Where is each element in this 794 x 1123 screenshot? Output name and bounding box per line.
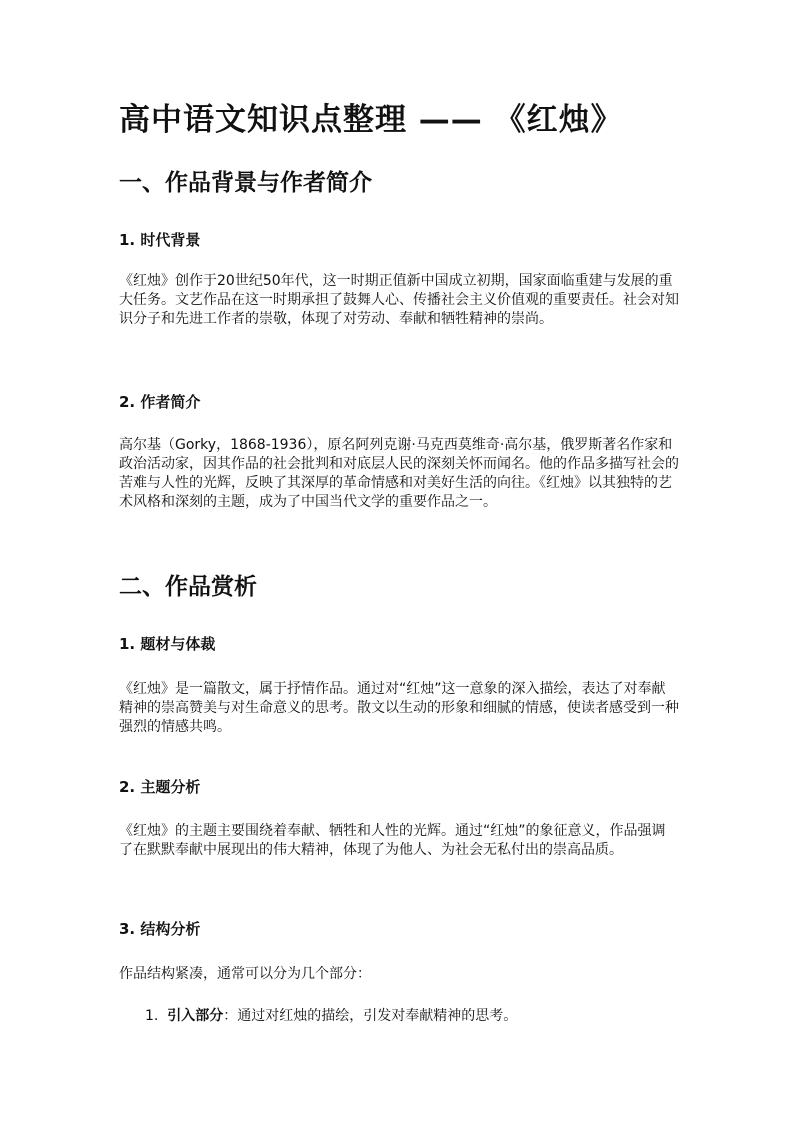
section-heading-background: 一、作品背景与作者简介 [119, 170, 372, 196]
structure-list [145, 1005, 517, 1025]
paragraph-genre: 《红烛》是一篇散文，属于抒情作品。通过对“红烛”这一意象的深入描绘，表达了对奉献精神的崇高赞美与对生命意义的思考。散文以生动的形象和细腻的情感，使读者感受到一种强烈的情感共鸣。 [119, 681, 679, 735]
subheading-structure: 3. 结构分析 [119, 920, 201, 938]
subheading-author-intro: 2. 作者简介 [119, 393, 201, 411]
paragraph-structure: 作品结构紧凑，通常可以分为几个部分： [119, 966, 371, 982]
paragraph-author-intro: 高尔基（Gorky，1868-1936），原名阿列克谢·马克西莫维奇·高尔基，俄罗斯著名作家和政治活动家，因其作品的社会批判和对底层人民的深刻关怀而闻名。他的作品多描写社会的苦难与人性的光辉，反映了其深厚的革命情感和对美好生活的向往。《红烛》以其独特的艺术风格和深刻的主题，成为了中国当代文学的重要作品之一。 [119, 437, 679, 510]
list-item-number: 1. [145, 1008, 159, 1024]
document-title: 高中语文知识点整理 —— 《红烛》 [119, 102, 623, 138]
subheading-theme: 2. 主题分析 [119, 778, 201, 796]
list-item [145, 1005, 517, 1025]
list-item-text: ：通过对红烛的描绘，引发对奉献精神的思考。 [223, 1008, 518, 1024]
list-item-label: 引入部分 [167, 1008, 224, 1024]
subheading-genre: 1. 题材与体裁 [119, 635, 216, 653]
paragraph-theme: 《红烛》的主题主要围绕着奉献、牺牲和人性的光辉。通过“红烛”的象征意义，作品强调了在默默奉献中展现出的伟大精神，体现了为他人、为社会无私付出的崇高品质。 [119, 823, 666, 858]
section-heading-appreciation: 二、作品赏析 [119, 574, 257, 600]
paragraph-era-background: 《红烛》创作于20世纪50年代，这一时期正值新中国成立初期，国家面临重建与发展的重大任务。文艺作品在这一时期承担了鼓舞人心、传播社会主义价值观的重要责任。社会对知识分子和先进工作者的崇敬，体现了对劳动、奉献和牺牲精神的崇尚。 [119, 273, 679, 327]
subheading-era-background: 1. 时代背景 [119, 231, 201, 249]
